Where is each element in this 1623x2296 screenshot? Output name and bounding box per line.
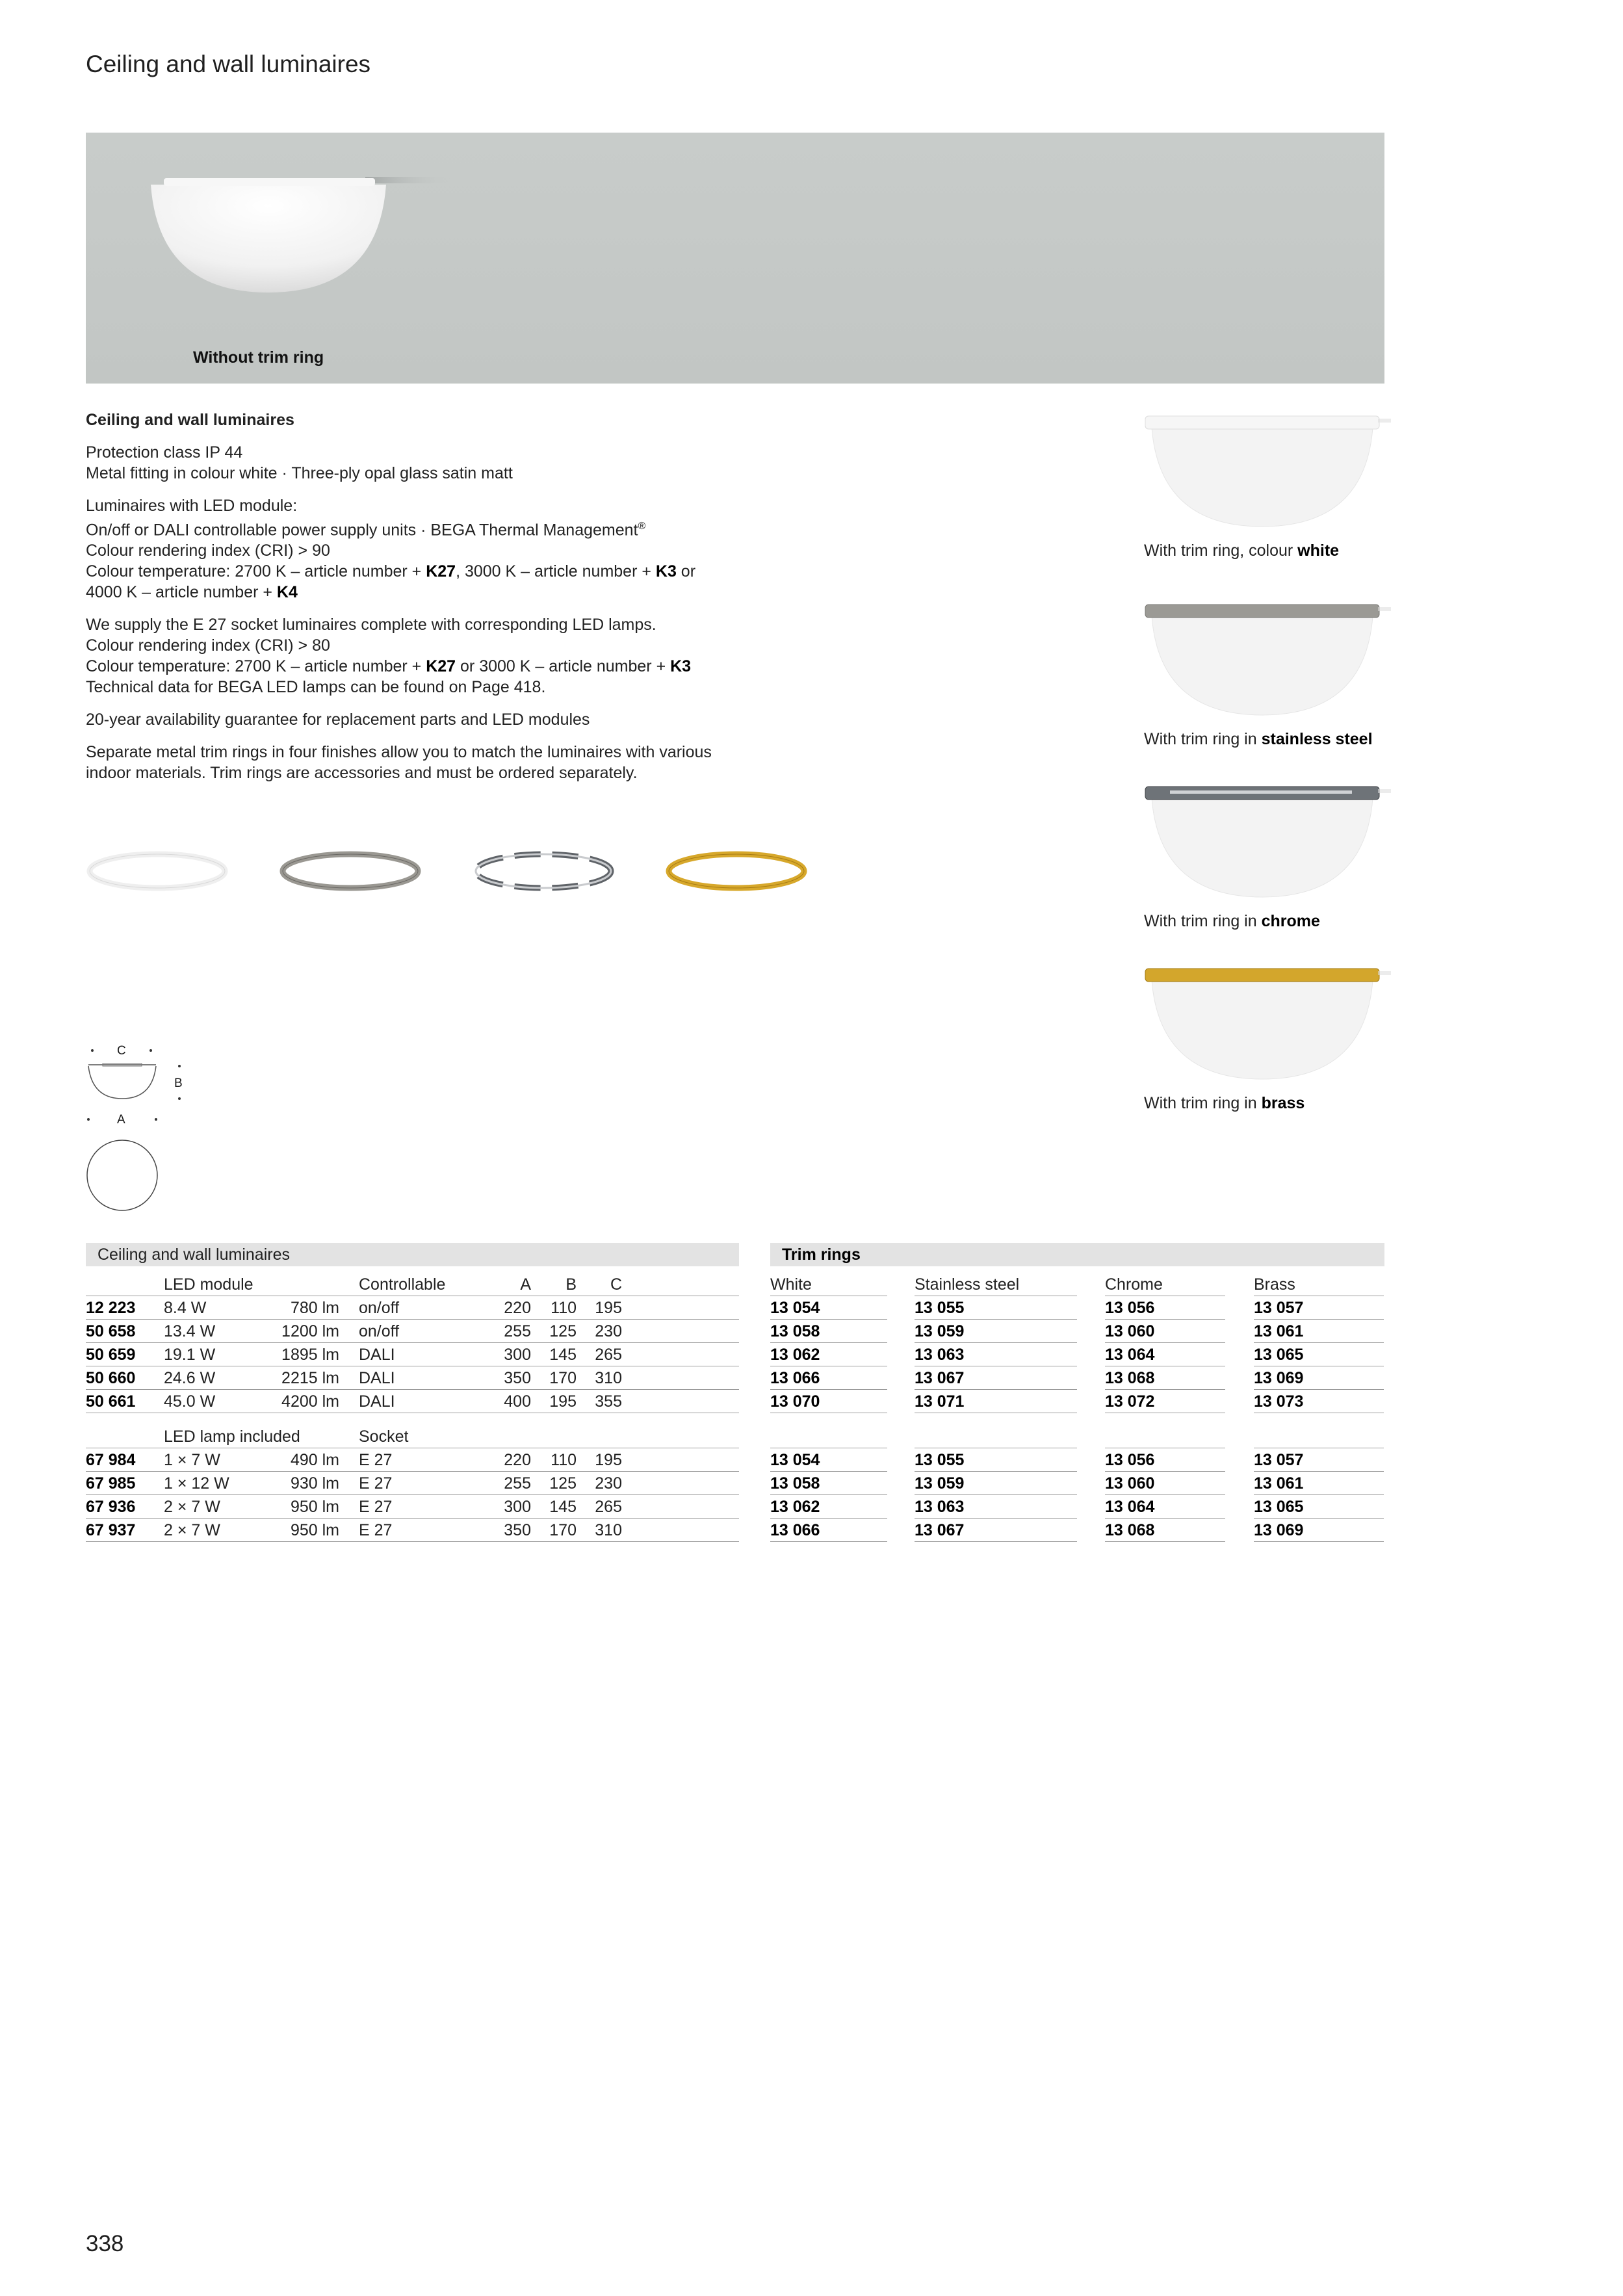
- luminaire-white-ring-image: [1144, 397, 1391, 533]
- page-title: Ceiling and wall luminaires: [86, 51, 371, 77]
- trim-article-cell: 13 068: [1105, 1519, 1225, 1542]
- column-header: LED lamp included: [164, 1428, 300, 1446]
- trim-article-cell: 13 069: [1254, 1519, 1384, 1542]
- cell-a: 220: [504, 1451, 531, 1469]
- description-para-2: [86, 495, 762, 603]
- led-row: [86, 1296, 739, 1320]
- ct-code: K3: [670, 657, 692, 676]
- dimension-drawing: [83, 1040, 200, 1222]
- trim-article-cell: 13 056: [1105, 1296, 1225, 1320]
- lamp-row: [86, 1448, 739, 1472]
- trim-column-header: White: [770, 1273, 887, 1296]
- cell-a: 300: [504, 1346, 531, 1364]
- trim-article-cell: 13 060: [1105, 1320, 1225, 1343]
- trim-article-cell: 13 063: [915, 1343, 1077, 1366]
- ct-code: K27: [426, 562, 456, 581]
- description-para-4: 20-year availability guarantee for replacement parts and LED modules: [86, 711, 590, 729]
- trim-article-cell: 13 069: [1254, 1366, 1384, 1390]
- dimension-label-c: C: [117, 1044, 126, 1058]
- cell-article: 12 223: [86, 1299, 136, 1317]
- cell-socket: E 27: [359, 1498, 393, 1516]
- trim-article-cell: 13 062: [770, 1495, 887, 1519]
- ct-text: or: [676, 562, 696, 581]
- dimension-label-b: B: [174, 1076, 183, 1090]
- trim-column-header: Chrome: [1105, 1273, 1225, 1296]
- cell-c: 310: [595, 1521, 622, 1539]
- trim-separator-cell: [1254, 1425, 1384, 1448]
- cell-c: 265: [595, 1498, 622, 1516]
- led-module-intro: Luminaires with LED module:: [86, 497, 298, 515]
- trim-article-cell: 13 064: [1105, 1343, 1225, 1366]
- cell-ctrl: DALI: [359, 1369, 395, 1387]
- trim-article-cell: 13 054: [770, 1448, 887, 1472]
- trim-article-cell: 13 060: [1105, 1472, 1225, 1495]
- protection-class: Protection class IP 44: [86, 443, 243, 462]
- trim-article-cell: 13 066: [770, 1519, 887, 1542]
- trim-article-cell: 13 062: [770, 1343, 887, 1366]
- luminaire-brass-ring-image: [1144, 949, 1391, 1086]
- cell-b: 125: [549, 1322, 577, 1340]
- cell-a: 255: [504, 1322, 531, 1340]
- cell-article: 67 936: [86, 1498, 136, 1516]
- trim-article-cell: 13 061: [1254, 1472, 1384, 1495]
- cell-article: 67 984: [86, 1451, 136, 1469]
- variant-stainless-steel: [1144, 585, 1417, 749]
- trim-ring-table-title: Trim rings: [770, 1243, 1384, 1266]
- cell-power: 1 × 12 W: [164, 1474, 229, 1493]
- cell-power: 2 × 7 W: [164, 1498, 220, 1516]
- led-row: [86, 1343, 739, 1366]
- cell-socket: E 27: [359, 1521, 393, 1539]
- cell-article: 50 658: [86, 1322, 136, 1340]
- cell-c: 230: [595, 1322, 622, 1340]
- cell-lumen: 950 lm: [290, 1498, 339, 1516]
- variant-caption: With trim ring in chrome: [1144, 912, 1320, 930]
- cell-socket: E 27: [359, 1451, 393, 1469]
- led-row: [86, 1366, 739, 1390]
- cell-ctrl: on/off: [359, 1322, 400, 1340]
- ct-code: K4: [276, 583, 298, 602]
- cell-b: 170: [549, 1369, 577, 1387]
- cell-c: 195: [595, 1451, 622, 1469]
- cell-socket: E 27: [359, 1474, 393, 1493]
- fitting-info: Metal fitting in colour white · Three-ply opal glass satin matt: [86, 464, 513, 482]
- luminaire-illustration: [86, 133, 1384, 384]
- ct-text: or 3000 K – article number +: [456, 657, 671, 676]
- trim-article-cell: 13 073: [1254, 1390, 1384, 1413]
- trim-ring-info: Separate metal trim rings in four finishes allow you to match the luminaires with various: [86, 743, 712, 762]
- trim-article-cell: 13 057: [1254, 1296, 1384, 1320]
- cell-power: 19.1 W: [164, 1346, 216, 1364]
- trim-article-cell: 13 067: [915, 1519, 1077, 1542]
- cell-b: 110: [551, 1451, 577, 1469]
- hero-caption: Without trim ring: [193, 348, 324, 367]
- column-header: Socket: [359, 1428, 409, 1446]
- variant-chrome: [1144, 767, 1417, 931]
- trim-article-cell: 13 070: [770, 1390, 887, 1413]
- lamp-row: [86, 1495, 739, 1519]
- cell-a: 300: [504, 1498, 531, 1516]
- trim-article-cell: 13 054: [770, 1296, 887, 1320]
- cell-ctrl: DALI: [359, 1346, 395, 1364]
- dimension-diagram: [83, 1040, 200, 1222]
- trim-article-cell: 13 067: [915, 1366, 1077, 1390]
- cell-lumen: 1895 lm: [281, 1346, 339, 1364]
- ct-code: K3: [655, 562, 677, 581]
- cell-c: 265: [595, 1346, 622, 1364]
- description-para-3: [86, 614, 762, 698]
- variant-brass: [1144, 949, 1417, 1113]
- ct-text: Colour temperature: 2700 K – article number +: [86, 562, 426, 581]
- led-row: [86, 1320, 739, 1343]
- cell-b: 110: [551, 1299, 577, 1317]
- cell-b: 145: [549, 1346, 577, 1364]
- cell-ctrl: DALI: [359, 1392, 395, 1411]
- description-para-1: [86, 442, 762, 484]
- column-header: A: [520, 1275, 531, 1294]
- cell-article: 50 660: [86, 1369, 136, 1387]
- variant-caption: With trim ring in brass: [1144, 1094, 1305, 1112]
- ct-text: Colour temperature: 2700 K – article number +: [86, 657, 426, 676]
- trim-column-header: Brass: [1254, 1273, 1384, 1296]
- trim-article-cell: 13 058: [770, 1320, 887, 1343]
- cell-lumen: 930 lm: [290, 1474, 339, 1493]
- variant-caption: With trim ring in stainless steel: [1144, 730, 1373, 748]
- cell-power: 45.0 W: [164, 1392, 216, 1411]
- luminaire-table: [86, 1243, 739, 1548]
- trim-ring-swatches: [86, 842, 827, 900]
- luminaire-chrome-ring-image: [1144, 767, 1391, 904]
- luminaire-table-title: Ceiling and wall luminaires: [86, 1243, 739, 1266]
- cell-article: 50 659: [86, 1346, 136, 1364]
- cell-c: 310: [595, 1369, 622, 1387]
- trim-article-cell: 13 056: [1105, 1448, 1225, 1472]
- cell-lumen: 490 lm: [290, 1451, 339, 1469]
- luminaire-stainless-ring-image: [1144, 585, 1391, 722]
- cell-power: 1 × 7 W: [164, 1451, 220, 1469]
- trim-article-cell: 13 066: [770, 1366, 887, 1390]
- dimension-label-a: A: [117, 1113, 125, 1127]
- brass-trim-ring-image: [665, 842, 808, 900]
- trim-article-cell: 13 072: [1105, 1390, 1225, 1413]
- cell-lumen: 2215 lm: [281, 1369, 339, 1387]
- cell-lumen: 950 lm: [290, 1521, 339, 1539]
- cell-b: 195: [549, 1392, 577, 1411]
- column-header: Controllable: [359, 1275, 446, 1294]
- cell-b: 125: [549, 1474, 577, 1493]
- lamp-data-reference: Technical data for BEGA LED lamps can be found on Page 418.: [86, 678, 546, 697]
- e27-info: We supply the E 27 socket luminaires complete with corresponding LED lamps.: [86, 616, 656, 634]
- cell-a: 400: [504, 1392, 531, 1411]
- lamp-header-row: [86, 1425, 739, 1448]
- column-header: LED module: [164, 1275, 253, 1294]
- cell-power: 24.6 W: [164, 1369, 216, 1387]
- trim-separator-cell: [915, 1425, 1077, 1448]
- cell-b: 145: [549, 1498, 577, 1516]
- trim-article-cell: 13 063: [915, 1495, 1077, 1519]
- led-row: [86, 1390, 739, 1413]
- registered-mark: ®: [638, 521, 646, 532]
- trim-article-cell: 13 059: [915, 1472, 1077, 1495]
- column-header: B: [565, 1275, 577, 1294]
- chrome-trim-ring-image: [472, 842, 615, 900]
- hero-image: [86, 133, 1384, 384]
- trim-column-header: Stainless steel: [915, 1273, 1077, 1296]
- trim-article-cell: 13 058: [770, 1472, 887, 1495]
- cell-power: 2 × 7 W: [164, 1521, 220, 1539]
- cri-info: Colour rendering index (CRI) > 80: [86, 636, 330, 655]
- ct-text: 4000 K – article number +: [86, 583, 277, 602]
- led-header-row: [86, 1273, 739, 1296]
- variant-caption: With trim ring, colour white: [1144, 541, 1340, 560]
- description-para-5: [86, 742, 762, 783]
- trim-ring-info: indoor materials. Trim rings are accessories and must be ordered separately.: [86, 764, 638, 783]
- cell-b: 170: [549, 1521, 577, 1539]
- white-trim-ring-image: [86, 842, 229, 900]
- variant-white: [1144, 397, 1417, 560]
- cell-power: 8.4 W: [164, 1299, 207, 1317]
- lamp-row: [86, 1472, 739, 1495]
- cell-a: 350: [504, 1369, 531, 1387]
- trim-article-cell: 13 057: [1254, 1448, 1384, 1472]
- cell-c: 355: [595, 1392, 622, 1411]
- power-supply-info: On/off or DALI controllable power supply units · BEGA Thermal Management: [86, 521, 638, 540]
- trim-article-cell: 13 065: [1254, 1495, 1384, 1519]
- trim-separator-cell: [1105, 1425, 1225, 1448]
- cri-info: Colour rendering index (CRI) > 90: [86, 541, 330, 560]
- cell-a: 350: [504, 1521, 531, 1539]
- ct-text: , 3000 K – article number +: [456, 562, 656, 581]
- trim-article-cell: 13 068: [1105, 1366, 1225, 1390]
- cell-power: 13.4 W: [164, 1322, 216, 1340]
- cell-a: 220: [504, 1299, 531, 1317]
- description-heading: Ceiling and wall luminaires: [86, 411, 294, 429]
- column-header: C: [610, 1275, 622, 1294]
- trim-article-cell: 13 064: [1105, 1495, 1225, 1519]
- description: [86, 410, 762, 795]
- cell-c: 230: [595, 1474, 622, 1493]
- trim-article-cell: 13 055: [915, 1296, 1077, 1320]
- trim-article-cell: 13 065: [1254, 1343, 1384, 1366]
- cell-article: 67 937: [86, 1521, 136, 1539]
- lamp-row: [86, 1519, 739, 1542]
- trim-separator-cell: [770, 1425, 887, 1448]
- cell-lumen: 4200 lm: [281, 1392, 339, 1411]
- cell-lumen: 1200 lm: [281, 1322, 339, 1340]
- cell-a: 255: [504, 1474, 531, 1493]
- trim-article-cell: 13 071: [915, 1390, 1077, 1413]
- stainless-trim-ring-image: [279, 842, 422, 900]
- trim-article-cell: 13 059: [915, 1320, 1077, 1343]
- trim-article-cell: 13 055: [915, 1448, 1077, 1472]
- cell-article: 50 661: [86, 1392, 136, 1411]
- page-number: 338: [86, 2231, 124, 2256]
- cell-article: 67 985: [86, 1474, 136, 1493]
- trim-article-cell: 13 061: [1254, 1320, 1384, 1343]
- trim-ring-table: [770, 1243, 1384, 1548]
- cell-lumen: 780 lm: [290, 1299, 339, 1317]
- ct-code: K27: [426, 657, 456, 676]
- cell-ctrl: on/off: [359, 1299, 400, 1317]
- cell-c: 195: [595, 1299, 622, 1317]
